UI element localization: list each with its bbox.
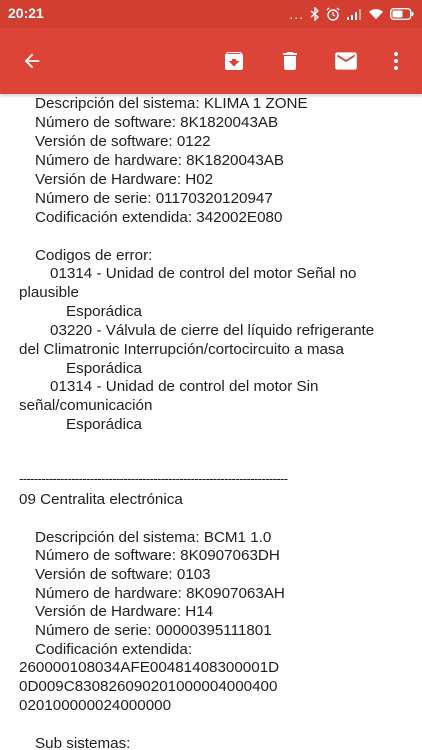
error-line: 01314 - Unidad de control del motor Sin xyxy=(50,378,319,395)
status-time: 20:21 xyxy=(8,5,44,21)
status-bar xyxy=(0,0,422,28)
subsystems-heading: Sub sistemas: xyxy=(35,735,131,750)
back-button[interactable] xyxy=(8,28,56,94)
extended-coding-value: 020100000024000000 xyxy=(19,697,172,714)
extended-coding-value: 260000108034AFE00481408300001D xyxy=(19,659,280,676)
wifi-icon xyxy=(368,8,384,20)
error-line-continuation: del Climatronic Interrupción/cortocircuito a masa xyxy=(19,341,344,358)
system-description: Descripción del sistema: BCM1 1.0 xyxy=(35,529,272,546)
archive-button[interactable] xyxy=(210,28,258,94)
serial-number: Número de serie: 00000395111801 xyxy=(35,622,272,639)
delete-button[interactable] xyxy=(266,28,314,94)
hardware-number: Número de hardware: 8K1820043AB xyxy=(35,152,285,169)
software-number: Número de software: 8K0907063DH xyxy=(35,547,280,564)
mail-icon xyxy=(333,48,359,74)
error-line-continuation: señal/comunicación xyxy=(19,397,153,414)
error-status: Esporádica xyxy=(66,360,142,377)
hardware-version: Versión de Hardware: H02 xyxy=(35,171,214,188)
error-codes-heading: Codigos de error: xyxy=(35,247,153,264)
serial-number: Número de serie: 01170320120947 xyxy=(35,190,273,207)
error-line-continuation: plausible xyxy=(19,284,79,301)
alarm-icon xyxy=(326,7,340,21)
mark-unread-button[interactable] xyxy=(322,28,370,94)
app-toolbar xyxy=(0,28,422,94)
hardware-number: Número de hardware: 8K0907063AH xyxy=(35,585,285,602)
extended-coding-label: Codificación extendida: xyxy=(35,641,193,658)
system-description: Descripción del sistema: KLIMA 1 ZONE xyxy=(35,95,308,112)
hardware-version: Versión de Hardware: H14 xyxy=(35,603,214,620)
extended-coding-value: 0D009C8308260902010000040004​00 xyxy=(19,678,278,695)
archive-icon xyxy=(222,49,246,73)
separator-line: ------------------------------------------------------------------------ xyxy=(19,471,288,486)
software-version: Versión de software: 0122 xyxy=(35,133,211,150)
bluetooth-icon xyxy=(310,7,320,21)
battery-icon xyxy=(390,8,414,20)
signal-icon xyxy=(346,8,362,20)
message-body xyxy=(0,94,422,750)
more-vert-icon xyxy=(384,49,408,73)
more-dots-icon: ... xyxy=(289,6,304,22)
error-status: Esporádica xyxy=(66,303,142,320)
extended-coding: Codificación extendida: 342002E080 xyxy=(35,209,283,226)
status-icons xyxy=(289,4,414,24)
error-line: 03220 - Válvula de cierre del líquido refrigerante xyxy=(50,322,375,339)
software-version: Versión de software: 0103 xyxy=(35,566,211,583)
software-number: Número de software: 8K1820043AB xyxy=(35,114,279,131)
section-title: 09 Centralita electrónica xyxy=(19,491,183,508)
overflow-menu-button[interactable] xyxy=(372,28,420,94)
arrow-back-icon xyxy=(21,50,43,72)
error-status: Esporádica xyxy=(66,416,142,433)
delete-icon xyxy=(278,49,302,73)
error-line: 01314 - Unidad de control del motor Señal no xyxy=(50,265,357,282)
